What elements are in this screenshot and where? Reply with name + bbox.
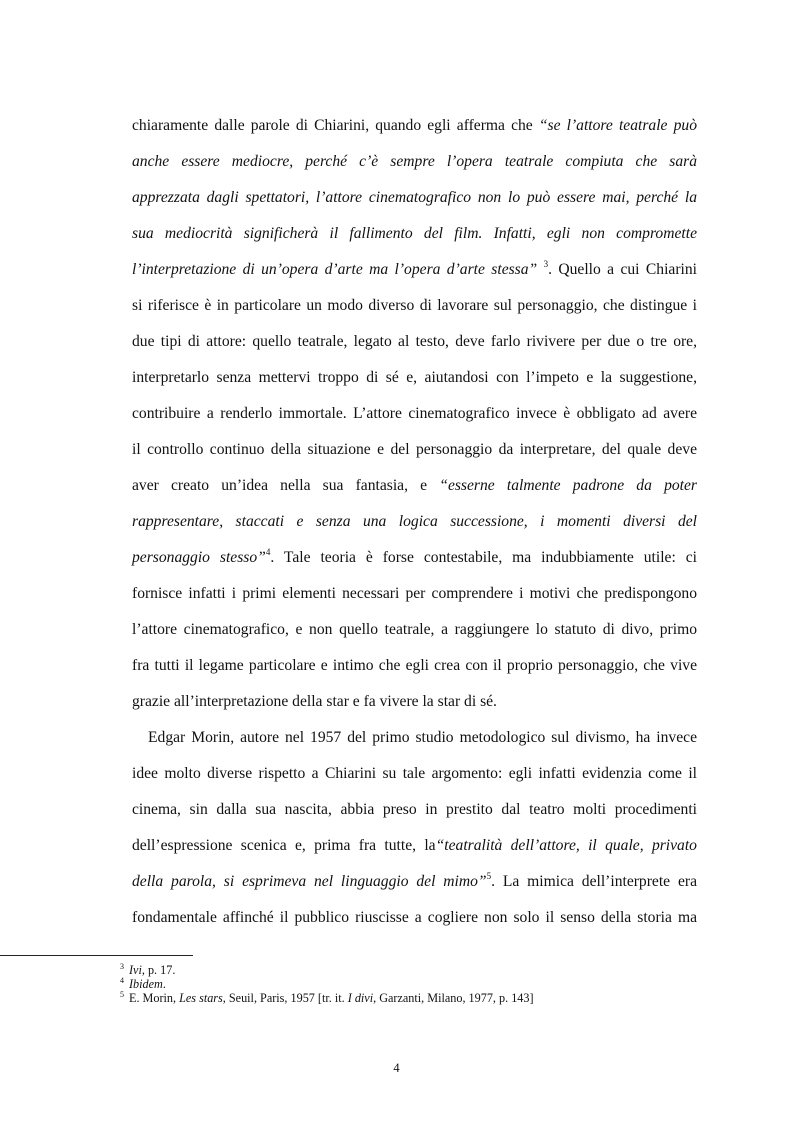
text-line: si riferisce è in particolare un modo diverso di lavorare sul personaggio, che distingue i	[132, 297, 697, 314]
text-line: fondamentale affinché il pubblico riuscisse a cogliere non solo il senso della storia ma	[132, 909, 697, 926]
text-line: fornisce infatti i primi elementi necessari per comprendere i motivi che predispongono	[132, 585, 697, 602]
text-line: l’interpretazione di un’opera d’arte ma l’opera d’arte stessa” $^3$. Quello a cui Chiarini	[132, 259, 697, 278]
text-line: cinema, sin dalla sua nascita, abbia preso in prestito dal teatro molti procedimenti	[132, 801, 697, 818]
footnote-5: $^5$ E. Morin, Les stars, Seuil, Paris, 1957 [tr. it. I divi, Garzanti, Milano, 1977, p. 143]	[120, 990, 534, 1005]
text-line: fra tutti il legame particolare e intimo che egli crea con il proprio personaggio, che vive	[132, 657, 697, 674]
text-line: rappresentare, staccati e senza una logica successione, i momenti diversi del	[132, 513, 697, 530]
text-line: aver creato un’idea nella sua fantasia, e “esserne talmente padrone da poter	[132, 477, 697, 494]
text-line: l’attore cinematografico, e non quello teatrale, a raggiungere lo statuto di divo, primo	[132, 621, 697, 638]
text-line: interpretarlo senza mettervi troppo di sé e, aiutandosi con l’impeto e la suggestione,	[132, 369, 697, 386]
text-line: apprezzata dagli spettatori, l’attore cinematografico non lo può essere mai, perché la	[132, 189, 697, 206]
text-line: della parola, si esprimeva nel linguaggio del mimo”$^5$. La mimica dell’interprete era	[132, 871, 697, 890]
footnote-divider	[0, 955, 193, 956]
text-line: Edgar Morin, autore nel 1957 del primo studio metodologico sul divismo, ha invece	[148, 729, 697, 746]
footnote-ref: 4	[265, 547, 271, 557]
footnote-ref: 3	[543, 259, 549, 269]
text-line: personaggio stesso”$^4$. Tale teoria è forse contestabile, ma indubbiamente utile: ci	[132, 547, 697, 566]
footnote-3: $^3$ Ivi, p. 17.	[120, 962, 176, 977]
text-line: sua mediocrità significherà il fallimento del film. Infatti, egli non compromette	[132, 225, 697, 242]
text-line: idee molto diverse rispetto a Chiarini su tale argomento: egli infatti evidenzia come il	[132, 765, 697, 782]
text-line: il controllo continuo della situazione e del personaggio da interpretare, del quale deve	[132, 441, 697, 458]
footnote-4: $^4$ Ibidem.	[120, 976, 166, 991]
text-line: due tipi di attore: quello teatrale, legato al testo, deve farlo rivivere per due o tre ore,	[132, 333, 697, 350]
page-number: 4	[393, 1061, 400, 1075]
footnote-ref: 5	[486, 871, 492, 881]
text-line: dell’espressione scenica e, prima fra tutte, la“teatralità dell’attore, il quale, privato	[132, 837, 697, 854]
text-line: contribuire a renderlo immortale. L’attore cinematografico invece è obbligato ad avere	[132, 405, 697, 422]
text-line: chiaramente dalle parole di Chiarini, quando egli afferma che “se l’attore teatrale può	[132, 117, 697, 134]
text-line: anche essere mediocre, perché c’è sempre l’opera teatrale compiuta che sarà	[132, 153, 697, 170]
text-line: grazie all’interpretazione della star e fa vivere la star di sé.	[132, 693, 497, 710]
